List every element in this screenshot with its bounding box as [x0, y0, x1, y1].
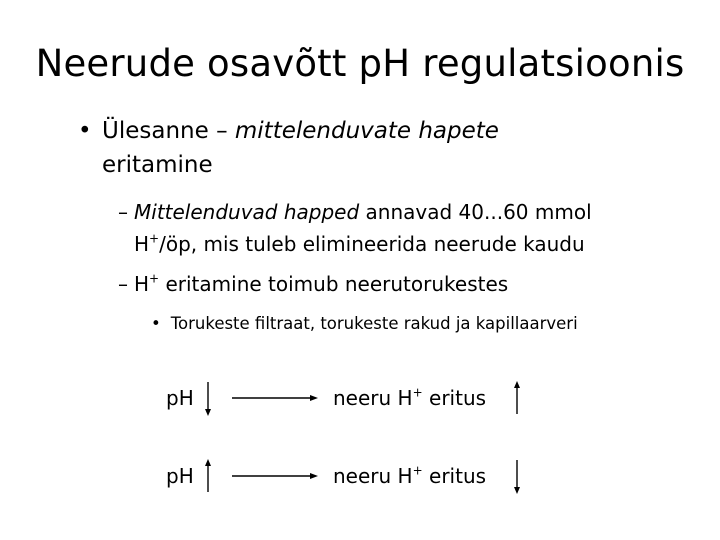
ph-label: pH [166, 464, 194, 488]
arrow-down-icon [509, 458, 525, 496]
bullet-dot: • [151, 314, 161, 333]
dash-marker: – [118, 200, 128, 224]
subbullet-acids [118, 196, 678, 260]
subbullet-excretion [118, 268, 678, 300]
renal-excretion-label: neeru H+ eritus [333, 463, 487, 488]
renal-excretion-label: neeru H+ eritus [333, 385, 487, 410]
bullet-task [78, 114, 678, 182]
arrow-right-icon [232, 470, 320, 482]
arrow-up-icon [200, 458, 216, 496]
slide-title: Neerude osavõtt pH regulatsioonis [35, 42, 685, 85]
bullet-dot: • [78, 118, 92, 144]
arrow-down-icon [200, 380, 216, 418]
arrow-up-icon [509, 380, 525, 418]
relation-row-2 [0, 456, 720, 496]
bullet-task-text: Ülesanne – mittelenduvate hapete eritamine [102, 118, 499, 178]
ph-label: pH [166, 386, 194, 410]
bullet-task-emphasis: mittelenduvate hapete [234, 118, 499, 144]
subbullet-excretion-text: H+ eritamine toimub neerutorukestes [134, 271, 509, 296]
acids-emphasis: Mittelenduvad happed [134, 200, 360, 224]
subbullet-acids-text: Mittelenduvad happed annavad 40...60 mmol H+/öp, mis tuleb elimineerida neerude kaudu [134, 200, 592, 256]
dash-marker: – [118, 272, 128, 296]
sub-subbullet-tubules: • Torukeste filtraat, torukeste rakud ja kapillaarveri [151, 314, 578, 333]
arrow-right-icon [232, 392, 320, 404]
relation-row-1 [0, 378, 720, 418]
